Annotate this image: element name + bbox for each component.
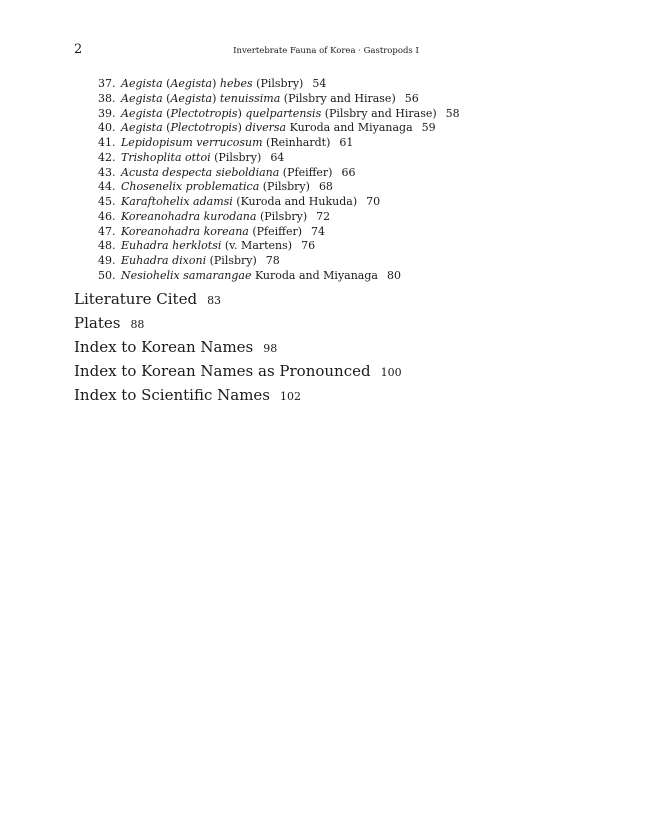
section-title: Plates (74, 314, 121, 332)
entry-page-number: 72 (316, 209, 331, 223)
entry-title (121, 180, 310, 193)
entry-number: 40. (98, 121, 116, 135)
scientific-name: Chosenelix problematica (121, 180, 260, 194)
author-text: (Reinhardt) (262, 136, 331, 149)
author-text: (Kuroda and Hukuda) (232, 195, 358, 208)
author-text: (v. Martens) (221, 239, 293, 253)
entry-number: 50. (98, 268, 116, 282)
entry-page-number: 78 (265, 254, 280, 267)
entry-title (121, 210, 307, 223)
section-page-number: 102 (280, 390, 301, 403)
entry-title (121, 225, 302, 238)
scientific-name: Koreanohadra kurodana (121, 209, 257, 223)
scientific-name: Aegista (121, 91, 163, 105)
section-entry-list (74, 288, 594, 408)
scientific-name: Nesiohelix samarangae (121, 268, 252, 282)
section-page-number: 98 (263, 342, 278, 355)
entry-number: 43. (98, 165, 116, 179)
section-title: Index to Scientific Names (74, 386, 270, 404)
section-title: Index to Korean Names (74, 338, 254, 356)
author-text: (Pilsbry and Hirase) (280, 91, 396, 105)
scientific-name: Lepidopisum verrucosum (121, 136, 263, 149)
toc-entry (98, 225, 558, 240)
toc-entry (98, 92, 558, 107)
author-text: Kuroda and Miyanaga (286, 121, 413, 135)
entry-title (121, 121, 413, 134)
toc-section (74, 336, 594, 360)
author-text: (Pilsbry) (252, 77, 304, 90)
scientific-name: Aegista (121, 106, 163, 120)
running-head-text: Invertebrate Fauna of Korea · Gastropods I (233, 46, 419, 56)
entry-title (121, 151, 261, 164)
toc-entry (98, 195, 558, 210)
entry-page-number: 58 (445, 106, 460, 120)
entry-page-number: 76 (301, 239, 316, 253)
entry-page-number: 80 (386, 268, 401, 282)
entry-title (121, 136, 330, 149)
entry-title (121, 195, 357, 208)
scientific-name: Aegista (170, 77, 213, 90)
entry-page-number: 61 (339, 136, 354, 149)
toc-entry (98, 107, 558, 122)
entry-title (121, 269, 378, 282)
author-text: ) (212, 77, 220, 90)
toc-section (74, 384, 594, 408)
section-page-number: 100 (380, 366, 402, 379)
scientific-name: quelpartensis (245, 106, 322, 120)
scientific-name: Trishoplita ottoi (121, 150, 211, 164)
entry-number: 38. (98, 91, 116, 105)
entry-number: 41. (98, 136, 116, 149)
toc-entry (98, 151, 558, 166)
running-head (0, 46, 652, 56)
scientific-name: tenuissima (219, 91, 281, 105)
toc-entry (98, 136, 558, 151)
author-text: ( (162, 106, 171, 120)
entry-page-number: 70 (366, 195, 381, 208)
author-text: ) (237, 121, 246, 135)
scientific-name: Aegista (170, 91, 213, 105)
section-page-number: 83 (207, 294, 222, 307)
entry-number: 39. (98, 106, 116, 120)
scientific-name: Plectotropis (170, 106, 238, 120)
toc-entry (98, 254, 558, 269)
entry-title (121, 77, 303, 90)
scientific-name: Plectotropis (170, 121, 238, 135)
entry-title (121, 166, 332, 179)
section-title: Literature Cited (74, 290, 198, 308)
entry-page-number: 54 (312, 77, 327, 90)
scientific-name: Karaftohelix adamsi (121, 195, 233, 208)
page-number: 2 (74, 42, 83, 57)
toc-entry (98, 269, 558, 284)
toc-entry (98, 166, 558, 181)
toc-section (74, 360, 594, 384)
toc-section (74, 288, 594, 312)
scientific-name: hebes (219, 77, 253, 90)
entry-number: 46. (98, 209, 116, 223)
author-text: (Pilsbry) (259, 180, 310, 194)
entry-page-number: 66 (341, 165, 356, 179)
species-entry-list (98, 77, 558, 284)
scientific-name: Aegista (121, 121, 163, 135)
author-text: Kuroda and Miyanaga (251, 268, 378, 282)
entry-title (121, 239, 292, 252)
scientific-name: Euhadra herklotsi (121, 239, 222, 253)
toc-entry (98, 210, 558, 225)
entry-number: 47. (98, 224, 116, 238)
author-text: (Pfeiffer) (248, 224, 303, 238)
scientific-name: Acusta despecta sieboldiana (121, 165, 280, 179)
toc-entry (98, 121, 558, 136)
author-text: ) (212, 91, 220, 105)
scientific-name: Euhadra dixoni (121, 254, 207, 267)
section-title: Index to Korean Names as Pronounced (74, 362, 371, 380)
author-text: (Pilsbry) (256, 209, 308, 223)
toc-entry (98, 180, 558, 195)
entry-title (121, 254, 257, 267)
entry-number: 48. (98, 239, 116, 253)
scientific-name: diversa (245, 121, 287, 135)
author-text: ( (162, 121, 171, 135)
author-text: ( (162, 77, 171, 90)
toc-section (74, 312, 594, 336)
entry-number: 49. (98, 254, 116, 267)
entry-number: 44. (98, 180, 116, 194)
entry-title (121, 92, 396, 105)
author-text: (Pilsbry) (206, 254, 257, 267)
entry-page-number: 59 (421, 121, 436, 135)
author-text: (Pfeiffer) (279, 165, 333, 179)
author-text: (Pilsbry) (210, 150, 262, 164)
scientific-name: Aegista (121, 77, 163, 90)
entry-title (121, 107, 437, 120)
scientific-name: Koreanohadra koreana (121, 224, 249, 238)
entry-number: 42. (98, 150, 116, 164)
entry-number: 45. (98, 195, 116, 208)
author-text: ) (237, 106, 246, 120)
toc-entry (98, 77, 558, 92)
entry-page-number: 74 (311, 224, 326, 238)
entry-page-number: 56 (404, 91, 419, 105)
toc-entry (98, 239, 558, 254)
entry-page-number: 64 (270, 150, 285, 164)
entry-number: 37. (98, 77, 116, 90)
section-page-number: 88 (130, 318, 145, 331)
author-text: (Pilsbry and Hirase) (321, 106, 437, 120)
author-text: ( (162, 91, 171, 105)
entry-page-number: 68 (318, 180, 333, 194)
